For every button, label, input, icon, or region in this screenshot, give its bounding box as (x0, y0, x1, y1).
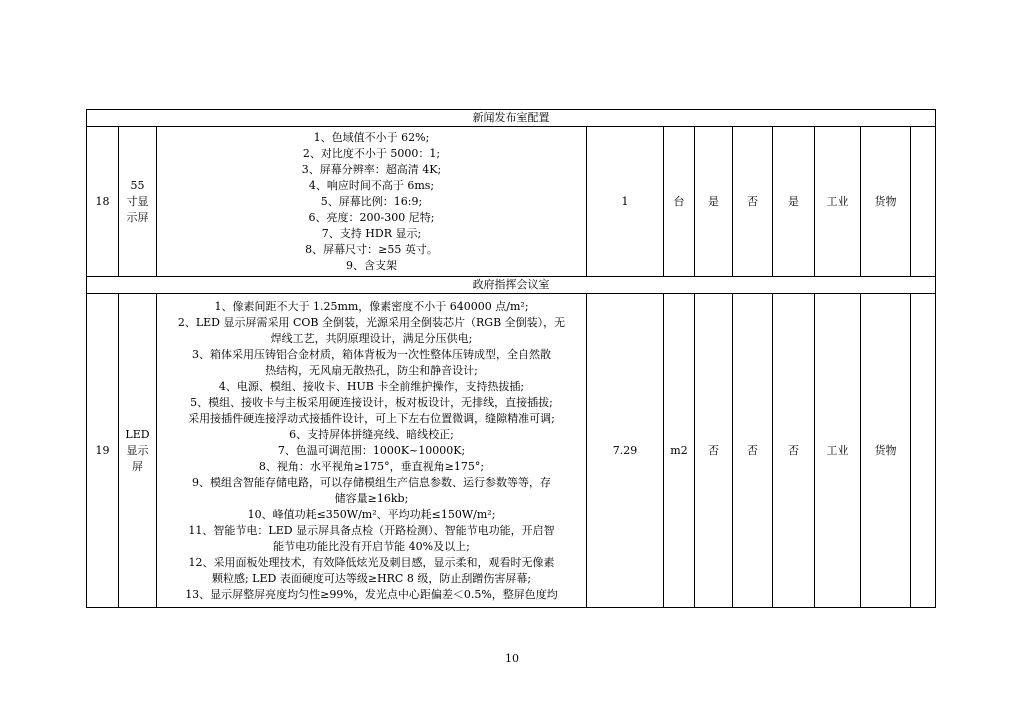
item-col-b: 否 (733, 127, 773, 277)
requirement-line: 热结构，无风扇无散热孔，防尘和静音设计; (265, 363, 478, 377)
item-extra (911, 294, 936, 608)
requirement-line: 4、响应时间不高于 6ms; (308, 178, 435, 192)
item-name-line: 寸显 (126, 194, 149, 208)
requirement-line: 5、模组、接收卡与主板采用硬连接设计，板对板设计，无排线，直接插拔; (190, 395, 553, 409)
item-name-line: 55 (130, 178, 145, 192)
item-name-line: LED (125, 427, 150, 441)
requirement-line: 1、像素间距不大于 1.25mm，像素密度不小于 640000 点/m²; (214, 299, 529, 313)
item-col-b: 否 (733, 294, 773, 608)
requirement-line: 6、支持屏体拼缝亮线、暗线校正; (289, 427, 454, 441)
item-industry: 工业 (815, 127, 861, 277)
requirement-line: 4、电源、模组、接收卡、HUB 卡全前维护操作，支持热拔插; (218, 379, 525, 393)
item-name-line: 显示 (126, 443, 149, 457)
requirement-line: 采用接插件硬连接浮动式接插件设计，可上下左右位置微调，缝隙精准可调; (188, 411, 555, 425)
item-extra (911, 127, 936, 277)
requirement-line: 2、对比度不小于 5000：1; (302, 146, 441, 160)
item-name (119, 127, 157, 277)
item-name-line: 屏 (132, 459, 143, 473)
requirement-line: 颗粒感; LED 表面硬度可达等级≥HRC 8 级，防止刮蹭伤害屏幕; (211, 571, 532, 585)
requirement-line: 12、采用面板处理技术，有效降低炫光及刺目感，显示柔和，观看时无像素 (188, 555, 555, 569)
requirement-line: 9、模组含智能存储电路，可以存储模组生产信息参数、运行参数等等，存 (192, 475, 551, 489)
requirement-line: 储容量≥16kb; (334, 491, 409, 505)
requirement-line: 3、箱体采用压铸铝合金材质，箱体背板为一次性整体压铸成型，全自然散 (192, 347, 551, 361)
item-name (119, 294, 157, 608)
item-col-a: 否 (695, 294, 733, 608)
requirements-table (86, 109, 936, 608)
requirement-line: 5、屏幕比例：16:9; (320, 194, 423, 208)
requirement-line: 1、色域值不小于 62%; (313, 130, 430, 144)
item-requirements (157, 127, 587, 277)
item-industry: 工业 (815, 294, 861, 608)
item-col-c: 是 (773, 127, 815, 277)
item-unit: m2 (664, 294, 695, 608)
requirement-line: 8、视角：水平视角≥175°，垂直视角≥175°; (258, 459, 485, 473)
table-row (87, 127, 936, 277)
item-category: 货物 (861, 127, 911, 277)
requirement-line: 10、峰值功耗≤350W/m²、平均功耗≤150W/m²; (247, 507, 496, 521)
requirement-line: 3、屏幕分辨率：超高清 4K; (301, 162, 442, 176)
section-header-row (87, 110, 936, 127)
section-title: 新闻发布室配置 (87, 110, 936, 127)
requirement-line: 8、屏幕尺寸：≥55 英寸。 (305, 242, 438, 256)
page-number: 10 (505, 652, 519, 665)
item-category: 货物 (861, 294, 911, 608)
requirement-line: 11、智能节电：LED 显示屏具备点检（开路检测）、智能节电功能，开启智 (188, 523, 555, 537)
item-quantity: 7.29 (587, 294, 664, 608)
requirement-line: 能节电功能比没有开启节能 40%及以上; (273, 539, 470, 553)
item-number: 19 (87, 294, 119, 608)
section-title: 政府指挥会议室 (87, 277, 936, 294)
requirement-line: 2、LED 显示屏需采用 COB 全倒装，光源采用全倒装芯片（RGB 全倒装），无 (177, 315, 566, 329)
item-requirements (157, 294, 587, 608)
table-row (87, 294, 936, 608)
requirement-line: 7、色温可调范围：1000K~10000K; (277, 443, 466, 457)
requirement-line: 7、支持 HDR 显示; (321, 226, 422, 240)
requirement-line: 6、亮度：200-300 尼特; (308, 210, 435, 224)
section-header-row (87, 277, 936, 294)
requirement-line: 9、含支架 (346, 258, 397, 272)
item-quantity: 1 (587, 127, 664, 277)
item-name-line: 示屏 (126, 210, 149, 224)
requirement-line: 13、显示屏整屏亮度均匀性≥99%，发光点中心距偏差＜0.5%，整屏色度均 (185, 587, 558, 601)
item-unit: 台 (664, 127, 695, 277)
item-col-c: 否 (773, 294, 815, 608)
requirement-line: 焊线工艺，共阴原理设计，满足分压供电; (270, 331, 473, 345)
item-col-a: 是 (695, 127, 733, 277)
item-number: 18 (87, 127, 119, 277)
